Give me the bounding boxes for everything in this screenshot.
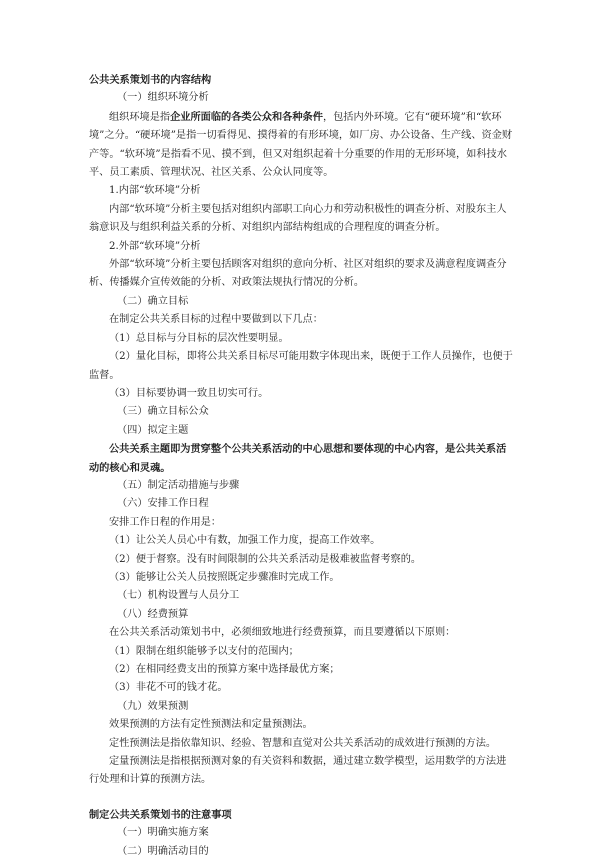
paragraph-external-soft: 外部“软环境”分析主要包括顾客对组织的意向分析、社区对组织的要求及满意程度调查分析、传播媒介宣传效能的分析、对政策法规执行情况的分析。 <box>89 259 507 289</box>
document-body <box>89 71 514 861</box>
subheading-set-goals: （二）确立目标 <box>117 295 189 307</box>
paragraph-theme: 公共关系主题即为贯穿整个公共关系活动的中心思想和要体现的中心内容，是公共关系活动的核心和灵魂。 <box>89 443 507 474</box>
subheading-theme: （四）拟定主题 <box>117 424 189 436</box>
section-title-precautions: 制定公共关系策划书的注意事项 <box>89 808 232 821</box>
paragraph-schedule-intro: 安排工作日程的作用是： <box>109 516 222 528</box>
subheading-activity-purpose: （二）明确活动目的 <box>117 845 209 857</box>
paragraph-prediction-methods: 效果预测的方法有定性预测法和定量预测法。 <box>109 719 313 731</box>
paragraph-environment-bold: 企业所面临的各类公众和各种条件 <box>170 110 323 123</box>
section-title-content-structure: 公共关系策划书的内容结构 <box>89 74 212 86</box>
subheading-organization: （七）机构设置与人员分工 <box>117 590 240 602</box>
subheading-schedule: （六）安排工作日程 <box>117 498 209 510</box>
subheading-measures: （五）制定活动措施与步骤 <box>117 479 240 491</box>
subheading-budget: （八）经费预算 <box>117 608 189 620</box>
paragraph-goals-intro: 在制定公共关系目标的过程中要做到以下几点： <box>109 314 323 326</box>
subheading-environment-analysis: （一）组织环境分析 <box>117 92 209 104</box>
paragraph-quantitative: 定量预测法是指根据预测对象的有关资料和数据，通过建立数学模型，运用数学的方法进行处理和计算的预测方法。 <box>89 756 507 786</box>
paragraph-budget-intro: 在公共关系活动策划书中，必须细致地进行经费预算，而且要遵循以下原则： <box>109 627 456 639</box>
section-spacer <box>89 790 514 806</box>
list-item-budget-2: （2）在相同经费支出的预算方案中选择最优方案； <box>109 664 340 675</box>
subheading-effect-prediction: （九）效果预测 <box>117 700 189 712</box>
list-item-goal-3: （3）目标要协调一致且切实可行。 <box>109 387 269 399</box>
subheading-target-public: （三）确立目标公众 <box>117 406 209 418</box>
list-item-goal-1: （1）总目标与分目标的层次性要明显。 <box>109 332 289 344</box>
paragraph-environment-c: ，包括内外环境。它有“硬环境”和“软环境”之分。“硬环境”是指一切看得见、摸得着的有形环境，如厂房、办公设备、生产线、资金财产等。“软环境”是指看不见、摸不到，但又对组织起着十分重要的作用的无形环境，如科技水平、员工素质、管理状况、社区关系、公众认同度等。 <box>89 111 513 179</box>
subheading-implementation-plan: （一）明确实施方案 <box>117 827 209 839</box>
list-item-goal-2: （2）量化目标，即将公共关系目标尽可能用数字体现出来，既便于工作人员操作，也便于监督。 <box>89 351 513 381</box>
subheading-internal-soft: 1.内部“软环境”分析 <box>109 185 201 197</box>
list-item-budget-3: （3）非花不可的钱才花。 <box>109 682 228 694</box>
paragraph-qualitative: 定性预测法是指依靠知识、经验、智慧和直觉对公共关系活动的成效进行预测的方法。 <box>109 737 497 749</box>
subheading-external-soft: 2.外部“软环境”分析 <box>109 240 201 252</box>
list-item-budget-1: （1）限制在组织能够予以支付的范围内； <box>109 645 299 657</box>
paragraph-internal-soft: 内部“软环境”分析主要包括对组织内部职工向心力和劳动积极性的调查分析、对股东主人翁意识及与组织利益关系的分析、对组织内部结构组成的合理程度的调查分析。 <box>89 203 507 234</box>
list-item-schedule-1: （1）让公关人员心中有数，加强工作力度，提高工作效率。 <box>109 535 381 547</box>
paragraph-environment <box>89 108 514 183</box>
paragraph-environment-a: 组织环境是指 <box>109 111 171 123</box>
list-item-schedule-3: （3）能够让公关人员按照既定步骤准时完成工作。 <box>109 571 340 583</box>
list-item-schedule-2: （2）便于督察。没有时间限制的公共关系活动是极难被监督考察的。 <box>109 553 422 565</box>
